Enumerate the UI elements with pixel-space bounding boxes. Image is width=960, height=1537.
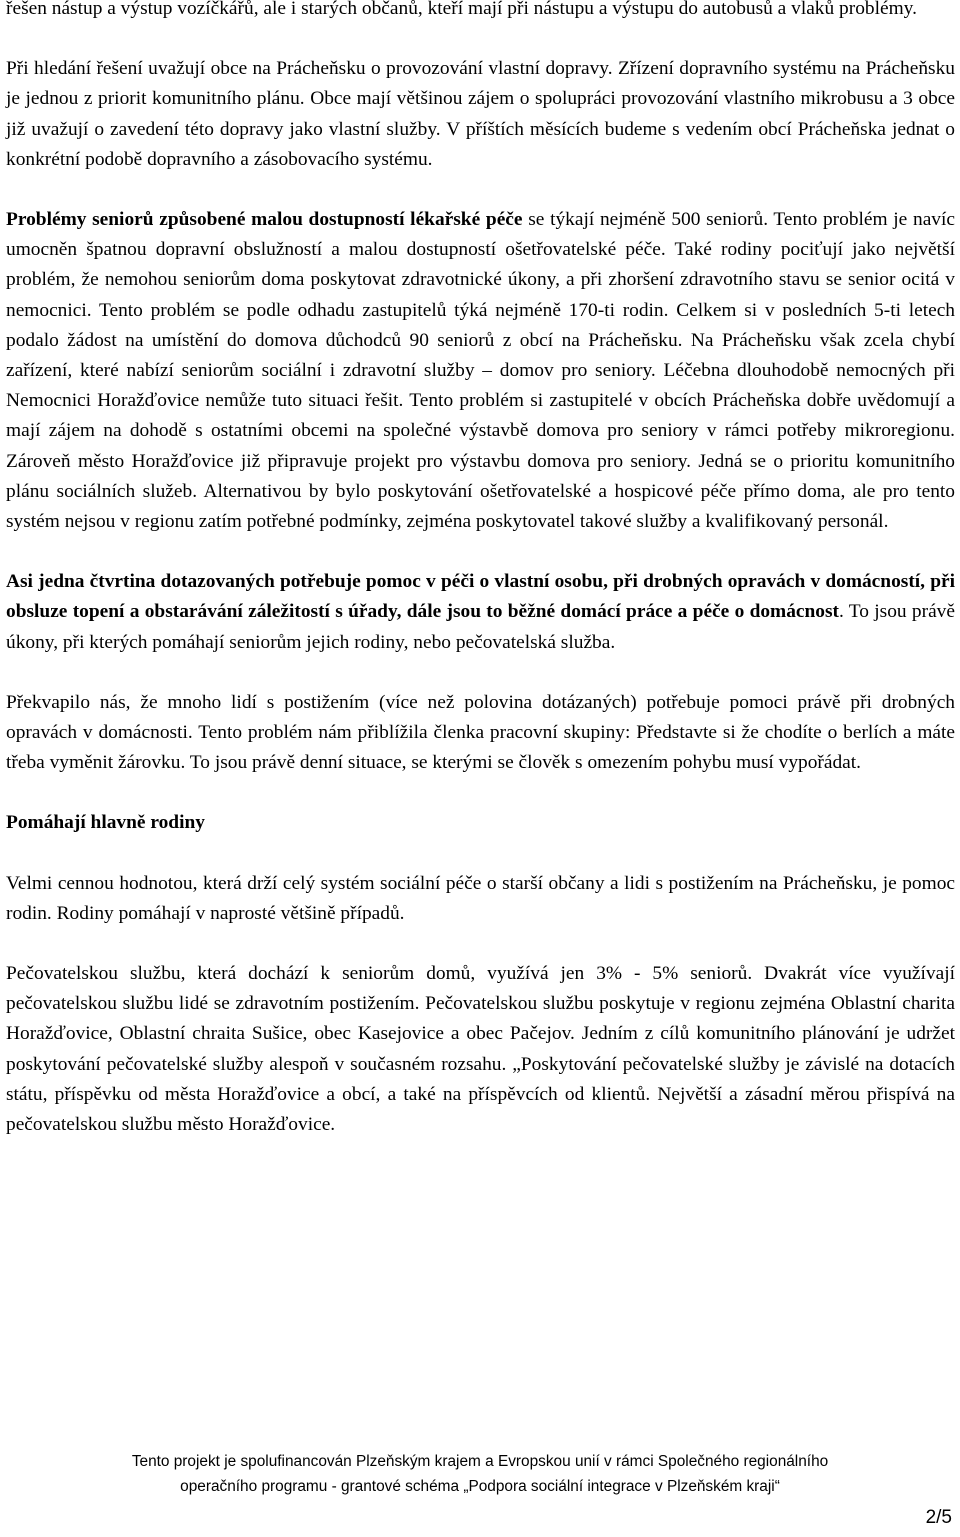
document-body [6,0,955,1140]
paragraph-transport-continued: řešen nástup a výstup vozíčkářů, ale i starých občanů, kteří mají při nástupu a výstupu do autobusů a vlaků problémy. [6,0,917,19]
footer-line-1: Tento projekt je spolufinancován Plzeňským krajem a Evropskou unií v rámci Společného regionálního [131,1453,829,1470]
bold-personal-care: Asi jedna čtvrtina dotazovaných potřebuje pomoc v péči o vlastní osobu, při drobných opravách v domácností, při obsluze topení a obstarávání záležitostí s úřady, dále jsou to běžné domácí práce a péče o domácnost [6,571,955,623]
paragraph-nursing-service: Pečovatelskou službu, která dochází k seniorům domů, využívá jen 3% - 5% seniorů. Dvakrát více využívají pečovatelskou službu lidé se zdravotním postižením. Pečovatelskou službu poskytuje v regionu zejména Oblastní charita Horažďovice, Oblastní chraita Sušice, obec Kasejovice a obec Pačejov. Jedním z cílů komunitního plánování je udržet poskytování pečovatelské služby alespoň v současném rozsahu. „Poskytování pečovatelské služby je závislé na dotacích státu, příspěvku od města Horažďovice a obcí, a také na příspěvcích od klientů. Největší a zásadní měrou přispívá na pečovatelskou službu město Horažďovice. [6,963,955,1136]
footer-line-2: operačního programu - grantové schéma „Podpora sociální integrace v Plzeňském kraji“ [180,1478,780,1495]
text-personal-care: . To jsou právě úkony, při kterých pomáhají seniorům jejich rodiny, nebo pečovatelská služba. [6,601,955,653]
paragraph-family-value: Velmi cennou hodnotou, která drží celý systém sociální péče o starší občany a lidi s postižením na Prácheňsku, je pomoc rodin. Rodiny pomáhají v naprosté většině případů. [6,872,955,924]
paragraph-medical-care [6,205,955,537]
paragraph-disability-help: Překvapilo nás, že mnoho lidí s postižením (více než polovina dotázaných) potřebuje pomoci právě při drobných opravách v domácnosti. Tento problém nám přiblížila členka pracovní skupiny: Představte si že chodíte o berlích a máte třeba vyměnit žárovku. To jsou právě denní situace, se kterými se člověk s omezením pohybu musí vypořádat. [6,691,955,774]
text-medical-care: se týkají nejméně 500 seniorů. Tento problém je navíc umocněn špatnou dopravní obslužností a malou dostupností ošetřovatelské péče. Také rodiny pociťují jako největší problém, že nemohou seniorům doma poskytovat zdravotnické úkony, a při zhoršení zdravotního stavu se senior ocitá v nemocnici. Tento problém se podle odhadu zastupitelů týká nejméně 170-ti rodin. Celkem si v posledních 5-ti letech podalo žádost na umístění do domova důchodců 90 seniorů z obcí na Prácheňsku. Na Prácheňsku však zcela chybí zařízení, které nabízí seniorům sociální i zdravotní služby – domov pro seniory. Léčebna dlouhodobě nemocných při Nemocnici Horažďovice nemůže tuto situaci řešit. Tento problém si zastupitelé v obcích Prácheňska dobře uvědomují a mají zájem na dohodě s ostatními obcemi na společné výstavbě domova pro seniory v rámci potřeby mikroregionu. Zároveň město Horažďovice již připravuje projekt pro výstavbu domova pro seniory. Jedná se o prioritu komunitního plánu sociálních služeb. Alternativou by bylo poskytování ošetřovatelské a hospicové péče přímo doma, ale pro tento systém nejsou v regionu zatím potřebné podmínky, zejména poskytovatel takové služby a kvalifikovaný personál. [6,209,955,533]
paragraph-personal-care [6,567,955,658]
heading-families-help: Pomáhají hlavně rodiny [6,812,205,834]
page-number: 2/5 [925,1507,952,1528]
bold-medical-care: Problémy seniorů způsobené malou dostupností lékařské péče [6,209,523,231]
section-heading [6,808,955,838]
page-footer [0,1449,960,1499]
paragraph-own-transport: Při hledání řešení uvažují obce na Prácheňsku o provozování vlastní dopravy. Zřízení dopravního systému na Prácheňsku je jednou z priorit komunitního plánu. Obce mají většinou zájem o spolupráci provozování vlastního mikrobusu a 3 obce již uvažují o zavedení této dopravy jako vlastní služby. V příštích měsících budeme s vedením obcí Prácheňska jednat o konkrétní podobě dopravního a zásobovacího systému. [6,58,955,170]
